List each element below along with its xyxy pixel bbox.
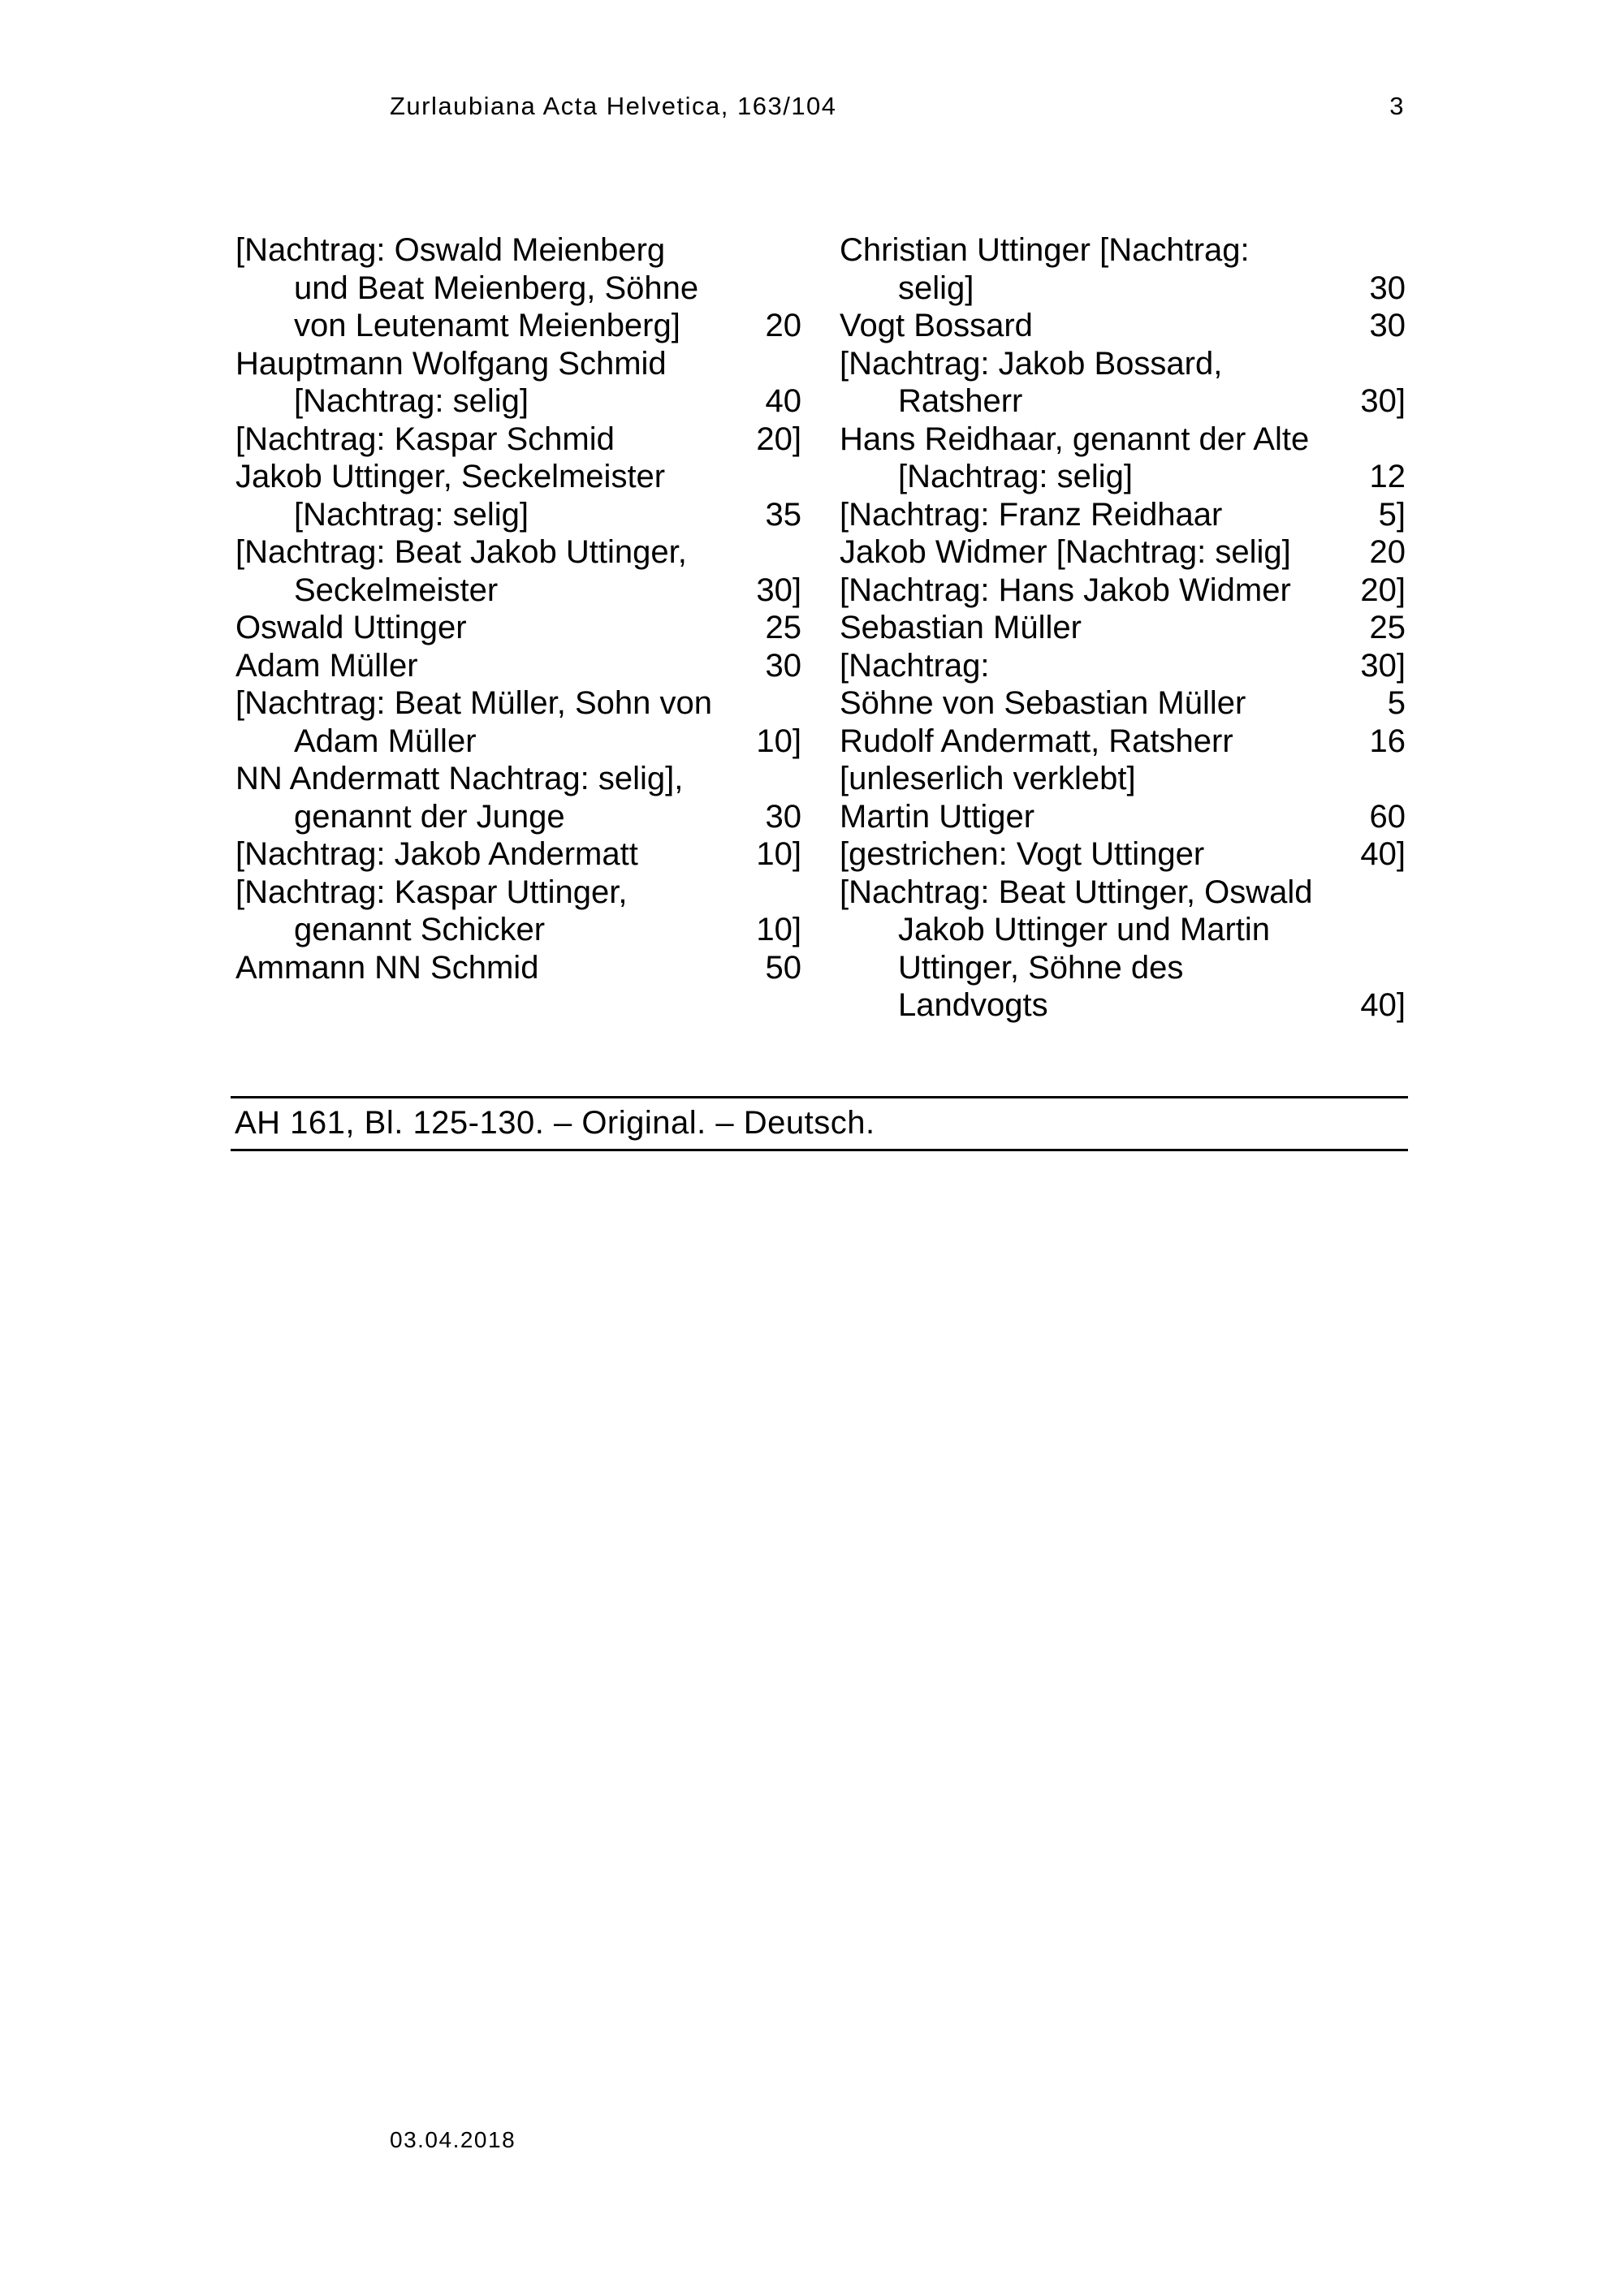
list-entry: [840, 609, 1406, 647]
entry-amount: 10]: [756, 912, 801, 947]
entry-text: von Leutenamt Meienberg]: [294, 308, 680, 343]
entry-amount: 12: [1369, 459, 1406, 494]
entry-line: [840, 798, 1406, 836]
entry-line: [840, 270, 1406, 308]
entry-amount: 25: [765, 610, 801, 645]
entry-text: Uttinger, Söhne des: [898, 949, 1184, 986]
entry-amount: 40]: [1360, 836, 1406, 872]
entry-amount: 20]: [756, 421, 801, 457]
list-entry: [235, 345, 801, 421]
entry-line: [235, 760, 801, 798]
entry-line: [235, 572, 801, 610]
entry-amount: 5]: [1378, 496, 1406, 533]
entry-line: [235, 421, 801, 459]
entry-text: [Nachtrag: Jakob Bossard,: [840, 345, 1223, 382]
list-entry: [235, 533, 801, 609]
entry-text: [Nachtrag: selig]: [294, 496, 529, 533]
entry-amount: 30: [765, 798, 801, 835]
list-entry: [840, 345, 1406, 421]
list-entry: [235, 835, 801, 874]
entry-line: [840, 496, 1406, 534]
entry-line: [235, 270, 801, 308]
entry-line: [840, 421, 1406, 459]
entry-line: [840, 533, 1406, 572]
entry-amount: 40: [765, 383, 801, 419]
entry-text: [Nachtrag: Kaspar Schmid: [235, 421, 615, 457]
page-number: 3: [1389, 92, 1405, 120]
list-entry: [840, 760, 1406, 798]
entry-line: [235, 533, 801, 572]
entry-line: [235, 684, 801, 723]
entry-amount: 20: [765, 308, 801, 343]
list-entry: [235, 949, 801, 987]
entry-line: [840, 986, 1406, 1025]
entry-amount: 35: [765, 496, 801, 533]
entry-line: [840, 609, 1406, 647]
entry-line: [235, 798, 801, 836]
entry-amount: 25: [1369, 610, 1406, 645]
entry-text: genannt Schicker: [294, 912, 546, 947]
entry-line: [840, 684, 1406, 723]
entry-text: Jakob Widmer [Nachtrag: selig]: [840, 534, 1291, 570]
entry-line: [840, 760, 1406, 798]
entry-text: Hans Reidhaar, genannt der Alte: [840, 421, 1310, 457]
list-entry: [235, 609, 801, 647]
list-entry: [840, 496, 1406, 534]
source-note: AH 161, Bl. 125-130. – Original. – Deutsch.: [231, 1096, 1408, 1151]
page-header: [390, 92, 1405, 132]
list-entry: [235, 458, 801, 533]
entry-text: [Nachtrag: Franz Reidhaar: [840, 496, 1223, 533]
entry-text: [Nachtrag: selig]: [898, 459, 1134, 494]
list-entry: [235, 874, 801, 949]
entry-line: [235, 647, 801, 685]
entry-text: Ratsherr: [898, 383, 1023, 419]
entry-text: NN Andermatt Nachtrag: selig],: [235, 761, 684, 796]
entry-amount: 16: [1369, 723, 1406, 759]
entry-line: [840, 835, 1406, 874]
entry-amount: 10]: [756, 836, 801, 872]
entry-text: Jakob Uttinger und Martin: [898, 912, 1271, 947]
entry-text: Adam Müller: [235, 647, 418, 684]
entry-text: [Nachtrag: Beat Uttinger, Oswald: [840, 874, 1313, 910]
list-entry: [840, 647, 1406, 685]
entry-amount: 30]: [1360, 647, 1406, 684]
entry-text: [Nachtrag: Beat Müller, Sohn von: [235, 685, 712, 721]
entry-amount: 20]: [1360, 572, 1406, 608]
entry-amount: 30]: [1360, 383, 1406, 419]
entry-line: [235, 609, 801, 647]
entry-amount: 10]: [756, 723, 801, 759]
entry-text: Ammann NN Schmid: [235, 949, 539, 986]
entry-text: Christian Uttinger [Nachtrag:: [840, 232, 1250, 268]
entry-text: Rudolf Andermatt, Ratsherr: [840, 723, 1233, 759]
entry-line: [235, 835, 801, 874]
entry-text: [Nachtrag: Oswald Meienberg: [235, 232, 666, 268]
entry-line: [235, 949, 801, 987]
entry-line: [840, 723, 1406, 761]
entry-amount: 30: [1369, 308, 1406, 343]
entry-line: [235, 496, 801, 534]
entry-line: [235, 307, 801, 345]
entry-line: [235, 382, 801, 421]
list-entry: [840, 684, 1406, 723]
entry-amount: 30: [765, 647, 801, 684]
entry-amount: 60: [1369, 798, 1406, 835]
entry-amount: 30]: [756, 572, 801, 608]
entry-line: [235, 723, 801, 761]
entry-text: selig]: [898, 270, 974, 306]
entry-text: Adam Müller: [294, 723, 477, 759]
list-entry: [840, 835, 1406, 874]
entry-line: [840, 382, 1406, 421]
entry-amount: 30: [1369, 270, 1406, 306]
entry-line: [840, 458, 1406, 496]
list-entry: [840, 874, 1406, 1025]
entry-text: [Nachtrag:: [840, 647, 990, 684]
entry-line: [235, 911, 801, 949]
entry-line: [235, 345, 801, 383]
entry-text: Vogt Bossard: [840, 308, 1033, 343]
entry-text: [unleserlich verklebt]: [840, 761, 1136, 796]
entry-text: [Nachtrag: Jakob Andermatt: [235, 836, 638, 872]
entry-line: [840, 911, 1406, 949]
entry-amount: 20: [1369, 534, 1406, 570]
entry-amount: 40]: [1360, 987, 1406, 1023]
entry-text: [Nachtrag: Beat Jakob Uttinger,: [235, 534, 687, 570]
list-entry: [840, 723, 1406, 761]
list-entry: [840, 572, 1406, 610]
entry-text: [gestrichen: Vogt Uttinger: [840, 836, 1205, 872]
entry-line: [840, 874, 1406, 912]
entry-amount: 5: [1387, 685, 1406, 721]
list-entry: [235, 760, 801, 835]
entry-text: [Nachtrag: selig]: [294, 383, 529, 419]
entry-text: Hauptmann Wolfgang Schmid: [235, 345, 667, 382]
entry-line: [840, 231, 1406, 270]
list-entry: [840, 231, 1406, 307]
list-entry: [235, 231, 801, 345]
entry-text: [Nachtrag: Hans Jakob Widmer: [840, 572, 1291, 608]
entry-text: Söhne von Sebastian Müller: [840, 685, 1246, 721]
entry-line: [840, 307, 1406, 345]
entry-line: [235, 458, 801, 496]
list-entry: [235, 684, 801, 760]
list-entry: [840, 533, 1406, 572]
entry-text: und Beat Meienberg, Söhne: [294, 270, 699, 306]
entry-text: genannt der Junge: [294, 798, 565, 835]
left-column: [235, 231, 801, 986]
entry-line: [840, 647, 1406, 685]
entry-text: Martin Uttiger: [840, 798, 1035, 835]
entry-text: Oswald Uttinger: [235, 610, 467, 645]
document-title: Zurlaubiana Acta Helvetica, 163/104: [390, 92, 837, 120]
entry-text: [Nachtrag: Kaspar Uttinger,: [235, 874, 628, 910]
entry-line: [235, 874, 801, 912]
list-entry: [840, 798, 1406, 836]
entry-line: [840, 949, 1406, 987]
list-entry: [840, 421, 1406, 496]
entry-text: Seckelmeister: [294, 572, 499, 608]
entry-line: [840, 572, 1406, 610]
entry-line: [840, 345, 1406, 383]
list-entry: [235, 421, 801, 459]
entry-line: [235, 231, 801, 270]
entry-text: Landvogts: [898, 987, 1048, 1023]
entry-amount: 50: [765, 949, 801, 986]
footer-date: 03.04.2018: [390, 2127, 516, 2152]
entry-text: Sebastian Müller: [840, 610, 1082, 645]
right-column: [840, 231, 1406, 1025]
list-entry: [840, 307, 1406, 345]
list-entry: [235, 647, 801, 685]
entry-text: Jakob Uttinger, Seckelmeister: [235, 459, 666, 494]
